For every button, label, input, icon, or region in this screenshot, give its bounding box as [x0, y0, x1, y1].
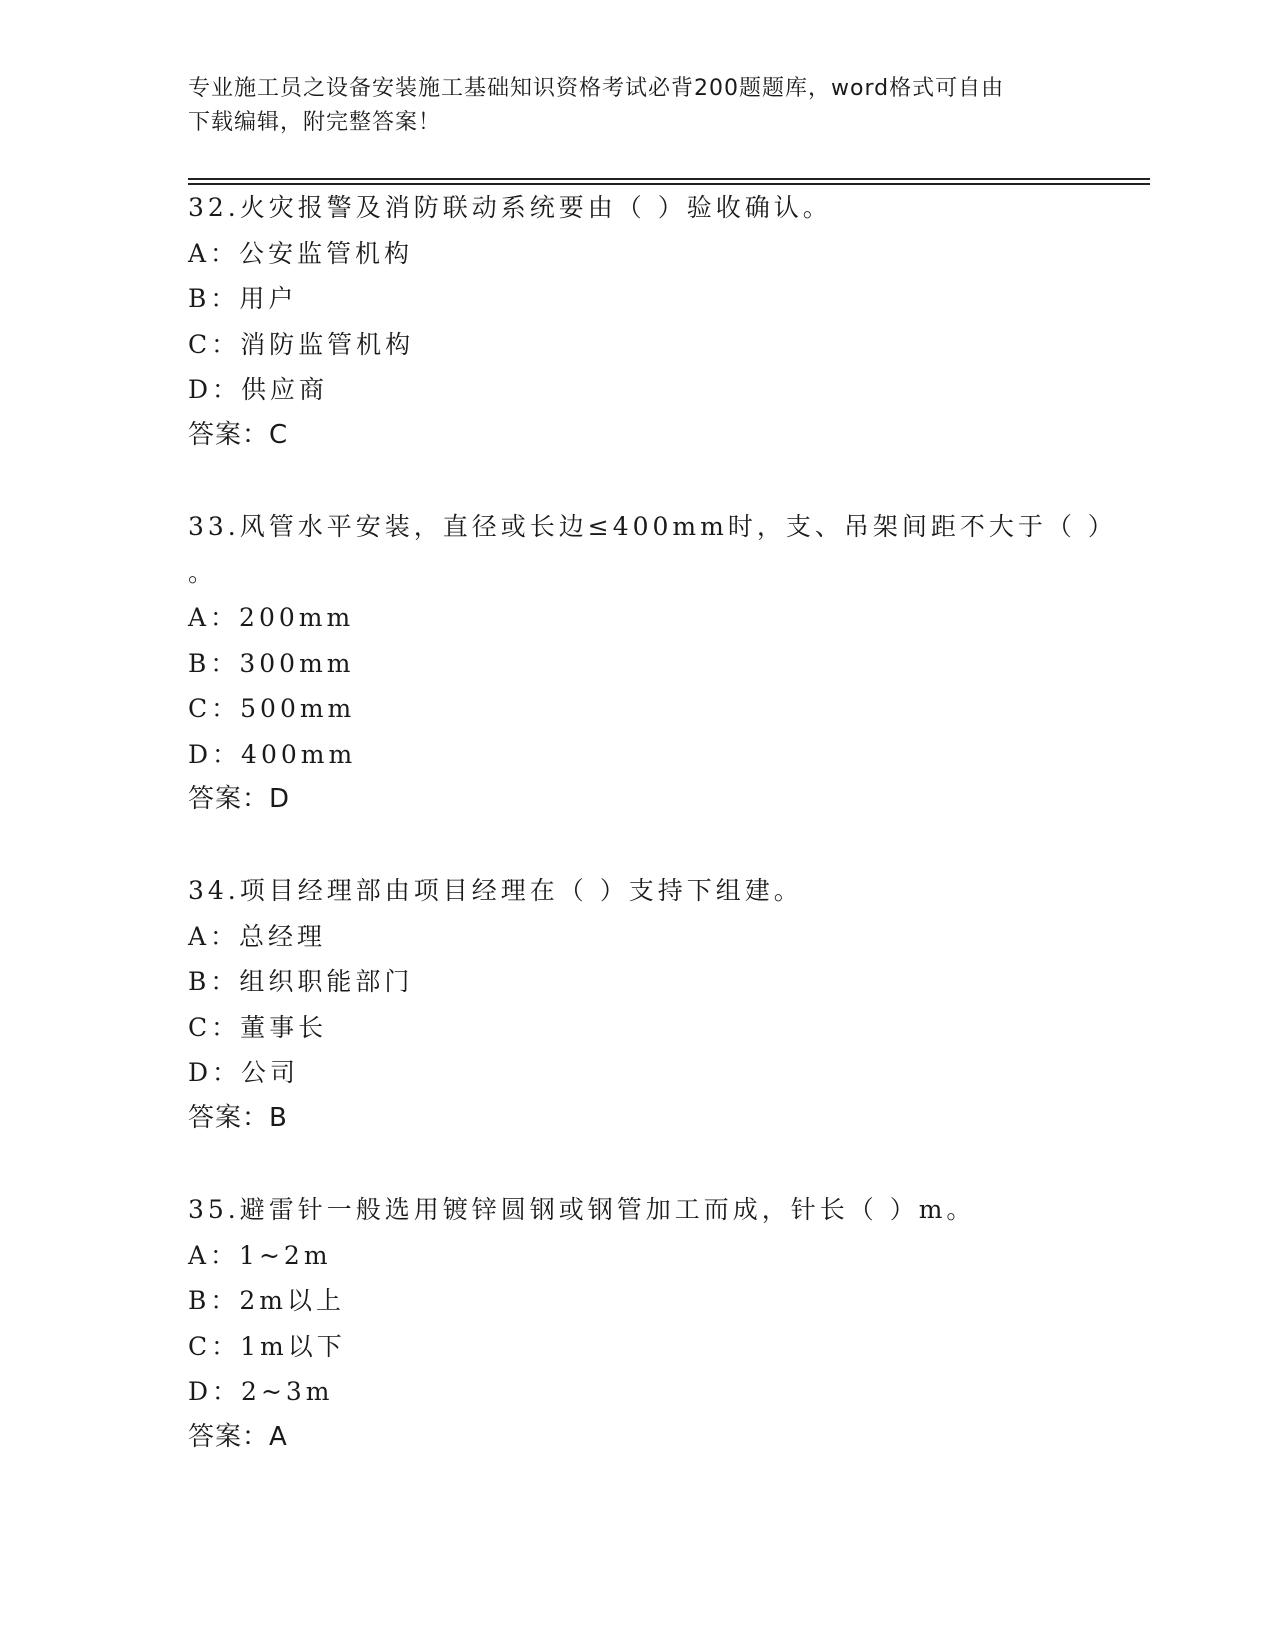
question-stem: 32.火灾报警及消防联动系统要由（ ）验收确认。	[188, 193, 832, 222]
header-line-2: 下载编辑，附完整答案！	[188, 110, 442, 135]
question-stem: 33.风管水平安装，直径或长边≤400mm时，支、吊架间距不大于（ ）	[188, 512, 1117, 541]
option-a: A：1~2m	[188, 1240, 332, 1270]
option-d: D：供应商	[188, 375, 329, 404]
question-stem: 35.避雷针一般选用镀锌圆钢或钢管加工而成，针长（ ）m。	[188, 1195, 976, 1224]
option-b: B：用户	[188, 284, 298, 313]
answer-label: 答案：C	[188, 419, 289, 450]
option-c: C：董事长	[188, 1012, 328, 1042]
question-32	[188, 185, 1088, 458]
option-c: C：500mm	[188, 694, 356, 723]
option-b: B：2m以上	[188, 1286, 345, 1315]
header-divider-top	[188, 178, 1150, 180]
question-33	[188, 504, 1117, 823]
document-header	[188, 72, 1088, 140]
option-a: A：200mm	[188, 603, 355, 632]
option-d: D：400mm	[188, 739, 357, 769]
answer-label: 答案：D	[188, 784, 291, 814]
option-c: C：1m以下	[188, 1331, 346, 1361]
option-b: B：组织职能部门	[188, 967, 414, 996]
question-stem-continuation: 。	[188, 557, 214, 587]
answer-label: 答案：B	[188, 1102, 288, 1133]
answer-label: 答案：A	[188, 1421, 288, 1452]
question-34	[188, 868, 1088, 1141]
option-d: D：公司	[188, 1058, 300, 1087]
option-a: A：总经理	[188, 921, 327, 951]
question-35	[188, 1187, 1088, 1460]
option-c: C：消防监管机构	[188, 329, 415, 359]
option-a: A：公安监管机构	[188, 238, 414, 268]
option-b: B：300mm	[188, 648, 355, 678]
option-d: D：2~3m	[188, 1377, 334, 1406]
question-stem: 34.项目经理部由项目经理在（ ）支持下组建。	[188, 876, 803, 905]
header-line-1: 专业施工员之设备安装施工基础知识资格考试必背200题题库，word格式可自由	[188, 76, 1005, 101]
